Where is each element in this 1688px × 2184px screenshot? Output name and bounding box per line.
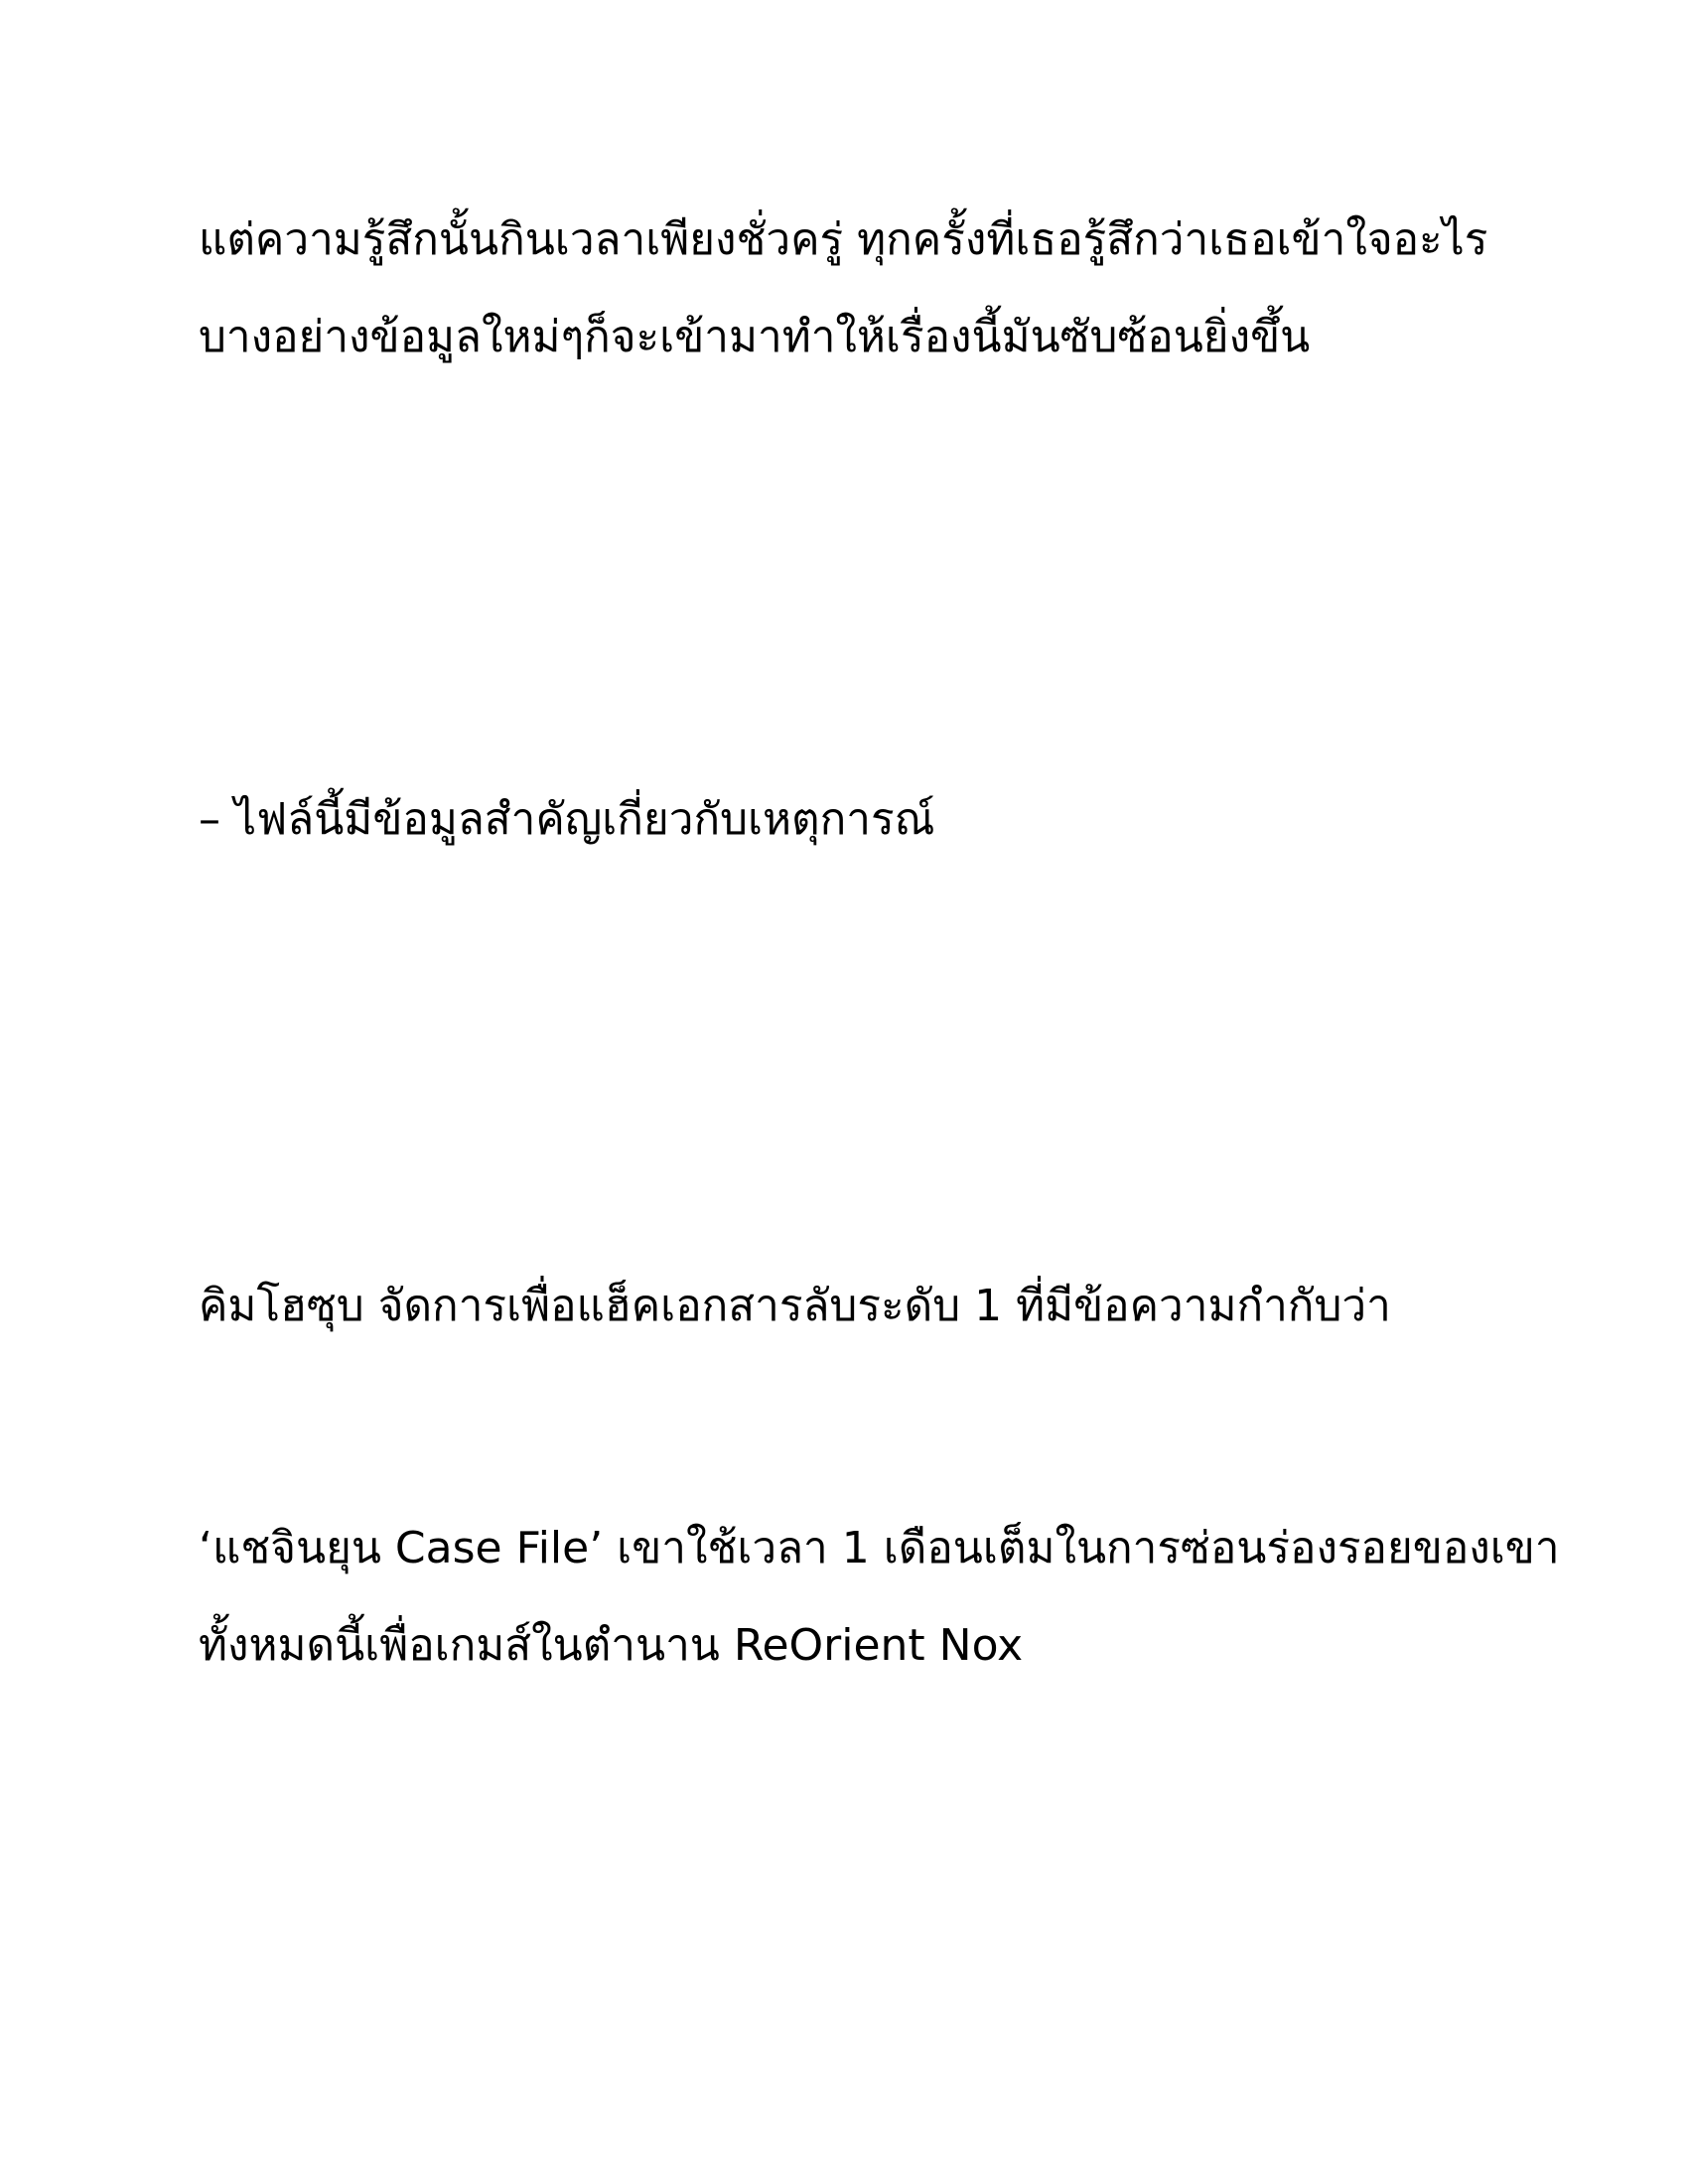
paragraph-2-line-1: – ไฟล์นี้มีข้อมูลสำคัญเกี่ยวกับเหตุการณ์ bbox=[199, 794, 935, 845]
paragraph-4-line-2: ทั้งหมดนี้เพื่อเกมส์ในตำนาน ReOrient Nox bbox=[199, 1620, 1024, 1671]
paragraph-4-line-1: ‘แชจินยุน Case File’ เขาใช้เวลา 1 เดือนเต็มในการซ่อนร่องรอยของเขา bbox=[199, 1523, 1560, 1573]
paragraph-1-line-2: บางอย่างข้อมูลใหม่ๆก็จะเข้ามาทำให้เรื่องนี้มันซับซ้อนยิ่งขึ้น bbox=[199, 312, 1311, 362]
paragraph-3-line-1: คิมโฮซุบ จัดการเพื่อแฮ็คเอกสารลับระดับ 1 ที่มีข้อความกำกับว่า bbox=[199, 1281, 1391, 1331]
paragraph-1-line-1: แต่ความรู้สึกนั้นกินเวลาเพียงชั่วครู่ ทุกครั้งที่เธอรู้สึกว่าเธอเข้าใจอะไร bbox=[199, 214, 1488, 265]
